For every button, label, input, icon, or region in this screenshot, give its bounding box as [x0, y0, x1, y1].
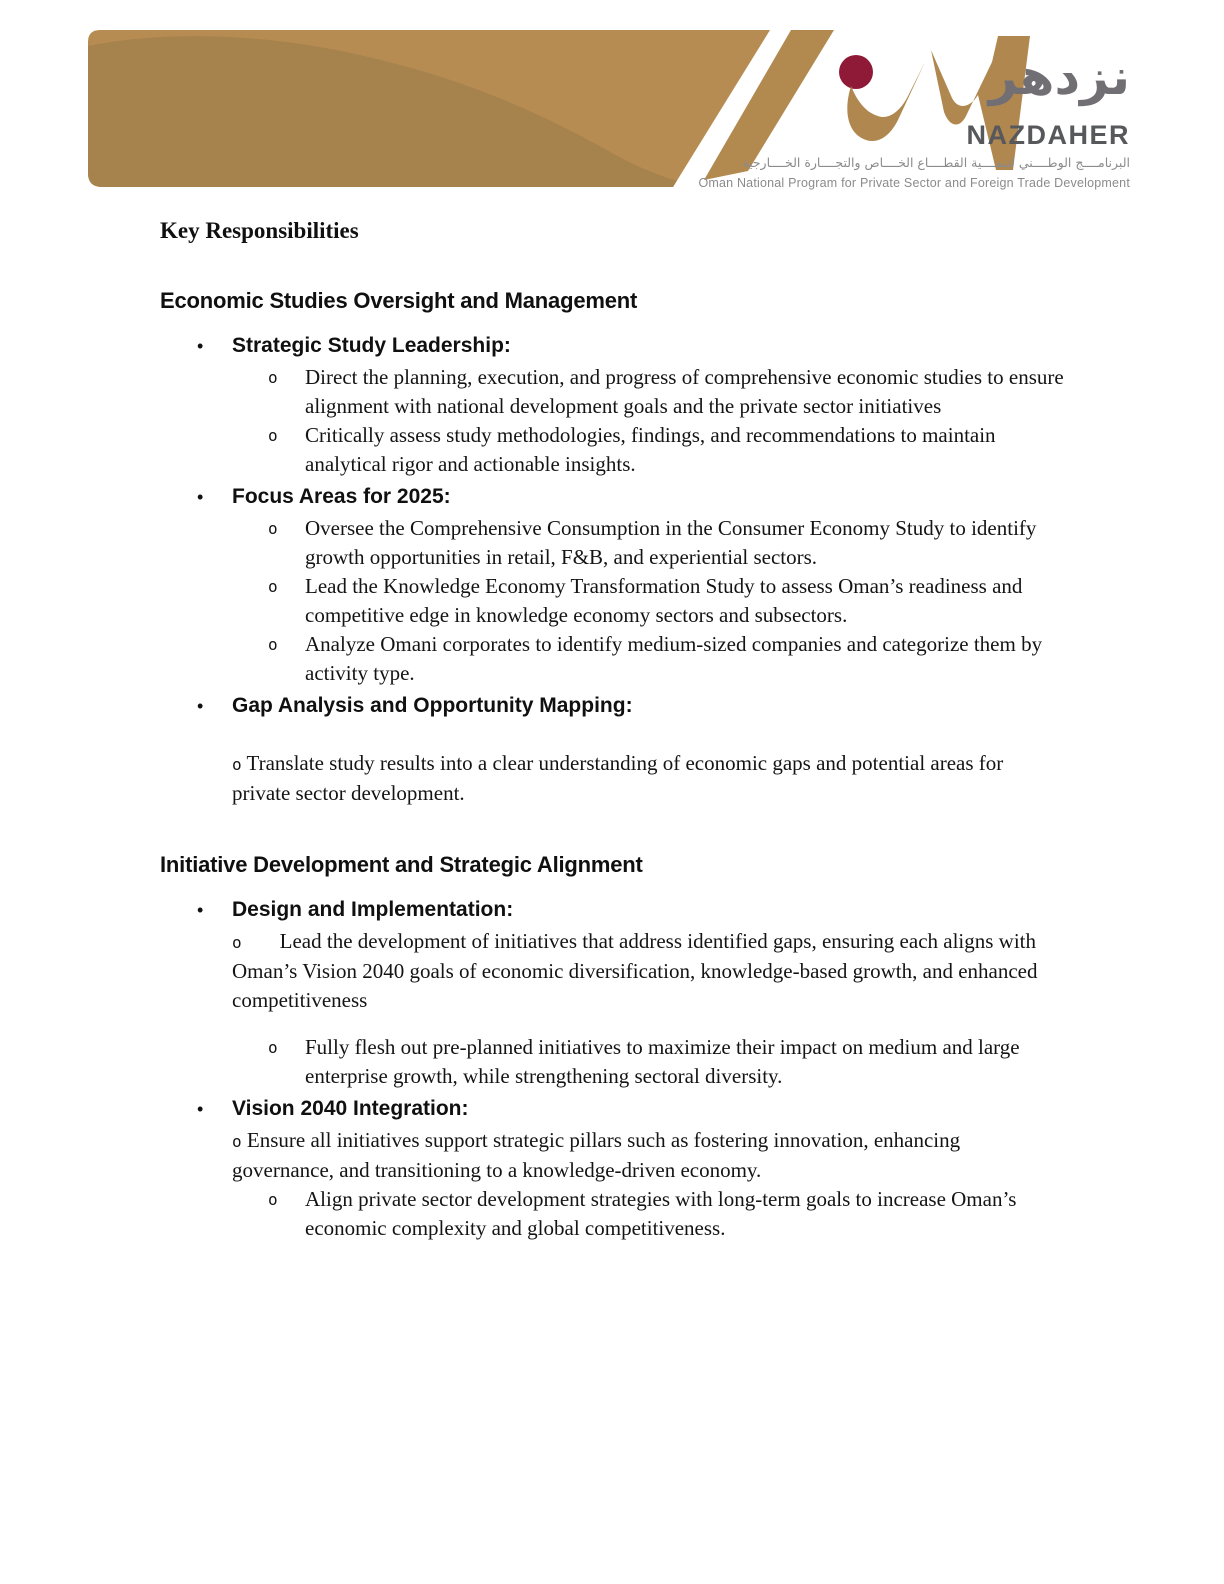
- sub-bullet-text: Fully flesh out pre-planned initiatives to maximize their impact on medium and large enterprise growth, while strengthening sectoral diversity.: [305, 1035, 1020, 1088]
- bullet-row: [160, 691, 1094, 721]
- logo-dot: [839, 55, 873, 89]
- sub-bullet: [160, 514, 1094, 572]
- bullet-glyph: •: [197, 487, 204, 507]
- sub-bullet-text: Align private sector development strategies with long-term goals to increase Oman’s economic complexity and global competitiveness.: [305, 1187, 1017, 1240]
- sub-bullet-text: Analyze Omani corporates to identify medium-sized companies and categorize them by activity type.: [305, 632, 1043, 685]
- section-heading: Economic Studies Oversight and Management: [160, 288, 638, 313]
- bullet-label: Focus Areas for 2025:: [232, 485, 451, 508]
- sub-bullet-text: Critically assess study methodologies, findings, and recommendations to maintain analytical rigor and actionable insights.: [305, 423, 996, 476]
- bullet-item: [160, 691, 1094, 808]
- bullet-label: Vision 2040 Integration:: [232, 1097, 469, 1120]
- bullet-row: [160, 1094, 1094, 1124]
- sub-bullet: [160, 1126, 1037, 1185]
- doc-section: [160, 852, 1094, 1243]
- sub-bullet-glyph: o: [268, 635, 278, 654]
- sub-bullet: [160, 363, 1094, 421]
- sub-bullet-glyph: o: [232, 755, 242, 774]
- sub-bullet-text: Oversee the Comprehensive Consumption in the Consumer Economy Study to identify growth opportunities in retail, F&B, and experiential sectors.: [305, 516, 1037, 569]
- bullet-glyph: •: [197, 1099, 204, 1119]
- logo-english-tagline: Oman National Program for Private Sector and Foreign Trade Development: [698, 176, 1130, 190]
- bullet-row: [160, 331, 1094, 361]
- sub-bullet-glyph: o: [268, 577, 278, 596]
- sub-bullet-glyph: o: [268, 1190, 278, 1209]
- page-title: Key Responsibilities: [160, 218, 359, 243]
- sub-bullet-text: Direct the planning, execution, and progress of comprehensive economic studies to ensure alignment with national development goals and the private sector initiatives: [305, 365, 1064, 418]
- sub-bullet-glyph: o: [268, 1038, 278, 1057]
- sub-bullet: [160, 749, 1037, 808]
- sub-bullet-text: Lead the development of initiatives that address identified gaps, ensuring each aligns with Oman’s Vision 2040 goals of economic diversification, knowledge-based growth, and enhanced competitiveness: [232, 929, 1038, 1012]
- logo-arabic-name: نزدهر: [988, 48, 1130, 106]
- sub-bullet-glyph: o: [232, 1132, 242, 1151]
- logo-latin-name: NAZDAHER: [966, 120, 1130, 150]
- bullet-item: [160, 895, 1094, 1091]
- sub-bullet-glyph: o: [268, 426, 278, 445]
- sub-bullet-text: Translate study results into a clear understanding of economic gaps and potential areas for private sector development.: [232, 751, 1004, 805]
- sub-bullet-glyph: o: [268, 368, 278, 387]
- bullet-glyph: •: [197, 336, 204, 356]
- page-header: [0, 0, 1224, 200]
- bullet-glyph: •: [197, 900, 204, 920]
- sub-bullet: [160, 1033, 1094, 1091]
- bullet-label: Gap Analysis and Opportunity Mapping:: [232, 694, 633, 717]
- sub-bullet: [160, 630, 1094, 688]
- doc-section: [160, 288, 1094, 808]
- sub-bullet: [160, 927, 1072, 1015]
- sections-container: [160, 288, 1094, 1243]
- bullet-item: [160, 331, 1094, 479]
- bullet-item: [160, 1094, 1094, 1243]
- header-banner: [88, 30, 834, 188]
- sub-bullet-text: Ensure all initiatives support strategic pillars such as fostering innovation, enhancing governance, and transitioning to a knowledge-driven economy.: [232, 1128, 961, 1182]
- sub-bullet: [160, 421, 1094, 479]
- sub-bullet-text: Lead the Knowledge Economy Transformation Study to assess Oman’s readiness and competitive edge in knowledge economy sectors and subsectors.: [305, 574, 1023, 627]
- sub-bullet-glyph: o: [268, 519, 278, 538]
- sub-bullet-glyph: o: [232, 933, 242, 952]
- sub-bullet: [160, 1185, 1094, 1243]
- bullet-row: [160, 482, 1094, 512]
- logo-arabic-tagline: البرنامــــج الوطــــني لتنمــــية القطــــاع الخــــاص والتجــــارة الخــــارجية: [742, 155, 1130, 170]
- section-heading: Initiative Development and Strategic Alignment: [160, 852, 643, 877]
- bullet-label: Design and Implementation:: [232, 898, 514, 921]
- sub-bullet: [160, 572, 1094, 630]
- bullet-glyph: •: [197, 696, 204, 716]
- bullet-label: Strategic Study Leadership:: [232, 334, 511, 357]
- bullet-row: [160, 895, 1094, 925]
- bullet-item: [160, 482, 1094, 688]
- document-body: [0, 200, 1224, 1243]
